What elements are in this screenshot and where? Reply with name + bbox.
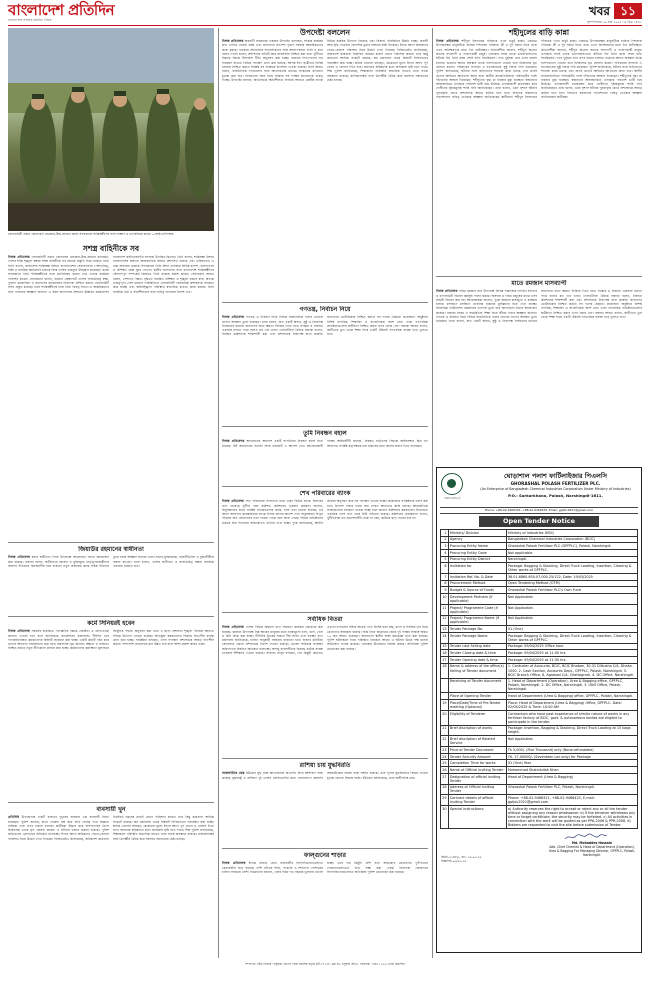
signer-name: Md. Mohaddes Hossain bbox=[571, 841, 613, 846]
tender-row bbox=[441, 773, 638, 784]
row-value: Mohammad Shahidullah Khan bbox=[506, 767, 637, 774]
row-value: 01 (One) bbox=[506, 626, 637, 633]
tender-row bbox=[441, 643, 638, 650]
logo-tagline: বাংলাদেশের সর্বাধিক প্রচারিত দৈনিক bbox=[8, 18, 52, 22]
article-headline: শেখ পরিবারের ব্যাংক bbox=[299, 490, 351, 497]
article-tumi bbox=[222, 430, 428, 484]
tender-row bbox=[441, 573, 638, 580]
page-number: ১১ bbox=[614, 3, 642, 19]
row-value: Not Applicable. bbox=[506, 594, 637, 605]
tender-row bbox=[441, 736, 638, 747]
section-name: খবর bbox=[588, 4, 610, 18]
row-value: Narshingdi. bbox=[506, 556, 637, 563]
article-byline: নিজস্ব প্রতিবেদক bbox=[222, 315, 245, 320]
row-number: 23 bbox=[442, 747, 447, 752]
photo-illustration bbox=[8, 28, 214, 231]
logo-caption: জিপিএফপিএল bbox=[444, 497, 461, 500]
row-value: Place: Head of Department (Urea & Bagging) Office, GPFPLC. Date: 02/04/2025 & Time: 10:00 AM bbox=[506, 700, 637, 711]
row-label: Procuring Entity District bbox=[448, 556, 506, 563]
row-number: 5 bbox=[441, 556, 449, 563]
org-contact: Phone: +88-02-9466301, +88-02-9466425, Email: gpfplc2021@gmail.com bbox=[440, 507, 638, 514]
article-divider bbox=[222, 426, 428, 427]
article-text: গণতন্ত্র ও নির্বাচন নিয়ে বিভিন্ন রাজনৈতিক দলের নেতারা তাদের অবস্থান তুলে ধরেছেন। তারা বলেন, দ্রুত একটি অবাধ, সুষ্ঠু ও নিরপেক্ষ নির্বাচনের মাধ্যমে জনগণের হাতে ক্ষমতা ফিরিয়ে দিতে হবে। সংস্কার ও নির্বাচন একসঙ্গে চলতে পারে বলেও মত দেন তারা। গোলটেবিল বৈঠকে বক্তারা বলেন, নির্বাচন কমিশনকে শক্তিশালী করা এবং প্রশাসনকে নিরপেক্ষ রাখা জরুরি। জনগণের ভোটাধিকার নিশ্চিত করতে সব দলের ঐকমত্য প্রয়োজন। অনুষ্ঠানে বিশিষ্ট নাগরিক, শিক্ষাবিদ ও সাংবাদিকরা অংশ নেন। তারা গণতান্ত্রিক প্রতিষ্ঠানগুলোর স্বাধীনতা নিশ্চিত করার ওপর জোর দেন। বক্তারা আরও বলেন, অতীতের ভুল থেকে শিক্ষা নিয়ে একটি টেকসই গণতান্ত্রিক ব্যবস্থা গড়ে তুলতে হবে। bbox=[222, 315, 428, 337]
article-body bbox=[8, 255, 214, 294]
row-label: Agency bbox=[448, 536, 506, 543]
article-sarbik bbox=[222, 616, 428, 756]
article-headline: রাশিয়া চায় যুদ্ধবিরতি bbox=[299, 762, 351, 769]
row-label: Place of Opening Tender bbox=[448, 693, 506, 700]
row-number: 26 bbox=[442, 767, 447, 772]
tender-row bbox=[441, 678, 638, 693]
article-headline: সশস্ত্র বাহিনীকে সব bbox=[82, 244, 140, 253]
row-value: Package: Bagging & Stacking, Direct Truck Loading, Insertion, Clearing & Other works of GPFPLC. bbox=[506, 563, 637, 574]
org-address: P.O.: Sarkarkhana, Polash, Narshingdi-1611. bbox=[508, 493, 603, 498]
row-value: Package: Bagging & Stacking, Direct Truck Loading, Insertion, Clearing & Other works of GPFPLC. bbox=[506, 632, 637, 643]
row-value: Open Tendering Method (OTM) bbox=[506, 580, 637, 587]
row-number bbox=[441, 693, 449, 700]
article-text: মহান স্বাধীনতা দিবস উপলক্ষে আলোচনা সভার আয়োজন করা হয়েছে। বক্তারা বলেন, স্বাধীনতার ঘোষণা ও মুক্তিযুদ্ধে নেতৃত্বদানকারীদের অবদান ইতিহাসে চিরস্মরণীয় হয়ে থাকবে। নতুন প্রজন্মের কাছে সঠিক ইতিহাস তুলে ধরার আহ্বান জানান তারা। সভায় মুক্তিযোদ্ধা, রাজনীতিবিদ ও বুদ্ধিজীবীরা বক্তব্য রাখেন। তারা বলেন, দেশের স্বাধীনতা ও সার্বভৌমত্ব রক্ষায় সবাইকে ঐক্যবদ্ধ থাকতে হবে। bbox=[8, 555, 214, 568]
tender-row bbox=[441, 626, 638, 633]
article-headline: তুমি নিবন্ধন বহাল bbox=[303, 430, 347, 437]
notice-reference bbox=[441, 855, 482, 863]
row-label: Tender Package No. bbox=[448, 626, 506, 633]
article-byline: নিজস্ব প্রতিবেদক bbox=[8, 629, 30, 634]
article-text: শহীদুল ইসলামের পরিবারে এখন শুধুই কান্না। একমাত্র উপার্জনক্ষম মানুষটিকে হারিয়ে দিশাহারা পরিবার। স্ত্রী ও দুই সন্তান নিয়ে তারা এখন অনিশ্চয়তার মধ্যে দিন কাটাচ্ছেন। প্রতিবেশীরা জানান, শহীদুল ছিলেন অত্যন্ত সদালাপী ও পরোপকারী মানুষ। এলাকার সবাই তাকে ভালোবাসতেন। ঘটনার দিন তিনি কাজ শেষে বাড়ি ফিরছিলেন। পথে দুর্বৃত্তরা তার ওপর হামলা চালায়। গুরুতর আহত অবস্থায় তাকে হাসপাতালে নেওয়া হলে চিকিৎসক মৃত ঘোষণা করেন। পরিবারের সদস্যরা এ হত্যাকাণ্ডের সুষ্ঠু বিচার দাবি করেছেন। পুলিশ জানিয়েছে, ঘটনার সঙ্গে জড়িতদের শনাক্তে কাজ চলছে এবং দ্রুতই তাদের আইনের আওতায় আনা হবে। স্থানীয় জনপ্রতিনিধিরা পরিবারটির পাশে দাঁড়ানোর আশ্বাস দিয়েছেন। শহীদুলের বৃদ্ধা মা বারবার মূর্ছা যাচ্ছেন। স্বজনদের আহাজারিতে এলাকার পরিবেশ ভারী হয়ে উঠেছে। এলাকাবাসী মানববন্ধন করে দোষীদের দৃষ্টান্তমূলক শাস্তি দাবি জানিয়েছেন। তারা বলেন, এমন নৃশংস ঘটনার পুনরাবৃত্তি রোধে প্রশাসনকে আরও কঠোর হতে হবে। নিহতের সন্তানদের পড়াশোনার দায়িত্ব নেওয়ার আহ্বান জানিয়েছেন স্থানীয়রা। bbox=[514, 39, 642, 100]
article-text: সেনাবাহিনী প্রধান জেনারেল ওয়াকার-উজ-জামান বলেছেন, দেশের শান্তি শৃঙ্খলা রক্ষায় সশস্ত্র বাহিনীকে সব ধরনের প্রস্তুতি নিয়ে থাকতে হবে। তিনি বলেন, জাতিসংঘ শান্তিরক্ষা মিশনে বাংলাদেশের সেনাসদস্যরা পেশাদারিত্ব, নিষ্ঠা ও মানবিক আচরণের মাধ্যমে বিশ্বে দেশের ভাবমূর্তি উজ্জ্বল করেছেন। কঙ্গো সফরকালে তিনি শান্তিরক্ষীদের সঙ্গে মতবিনিময় করেন এবং তাদের কার্যক্রম পরিদর্শন করেন। সেনাপ্রধান বলেন, বর্তমান প্রেক্ষাপটে দেশের সার্বভৌমত্ব রক্ষা, দুর্যোগ মোকাবিলা ও জনগণের জানমালের নিরাপত্তা নিশ্চিত করতে সেনাবাহিনী সর্বদা প্রস্তুত রয়েছে। তিনি শান্তিরক্ষীদের নিজ নিজ দায়িত্ব সততা ও আন্তরিকতার সঙ্গে পালনের আহ্বান জানান। এ সময় জাতিসংঘ মিশনের ঊর্ধ্বতন কর্মকর্তাসহ বাংলাদেশ কন্টিনজেন্টের সদস্যরা উপস্থিত ছিলেন। তিনি বলেন, শান্তিরক্ষা মিশনে বাংলাদেশের অবদান আন্তর্জাতিক অঙ্গনে প্রশংসিত হয়েছে এবং ভবিষ্যতেও এ ধারা অব্যাহত থাকবে। সফরকালে তিনি মিশন এলাকার বিভিন্ন ক্যাম্প, হাসপাতাল ও প্রশিক্ষণ কেন্দ্র ঘুরে দেখেন। স্থানীয় জনগণের সঙ্গে বাংলাদেশি শান্তিরক্ষীদের সৌহার্দ্যপূর্ণ সম্পর্কের বিষয়েও তিনি সন্তোষ প্রকাশ করেন। সেনাপ্রধান আরও বলেন, পেশাগত দক্ষতা বৃদ্ধিতে নিয়মিত প্রশিক্ষণ ও শৃঙ্খলা বজায় রাখা অত্যন্ত গুরুত্বপূর্ণ। দেশে চলমান পরিস্থিতিতে সেনাবাহিনী বেসামরিক প্রশাসনকে সহায়তা করে যাচ্ছে এবং আইনশৃঙ্খলা পরিস্থিতি স্বাভাবিক রাখতে কাজ করছে। তিনি সবাইকে ধৈর্য ও সহনশীলতার সঙ্গে দায়িত্ব পালনের নির্দেশ দেন। bbox=[8, 255, 214, 294]
row-value: Package: Insertion, Bagging & Stacking, Direct Truck Loading at 15 bags height. bbox=[506, 725, 637, 736]
row-number: 9 bbox=[441, 587, 449, 594]
article-body bbox=[222, 771, 428, 780]
article-text: অন্তর্বর্তী সরকারের একজন উপদেষ্টা বলেছেন, সংস্কার কার্যক্রম দ্রুত এগিয়ে নেওয়া হচ্ছে এবং জনগণের প্রত্যাশা পূরণে সরকার আন্তরিকভাবে কাজ করছে। গতকাল সচিবালয়ে সাংবাদিকদের সঙ্গে আলাপকালে তিনি এ কথা বলেন। তিনি বলেন, প্রশাসনের প্রতিটি স্তরে জবাবদিহি নিশ্চিত করা হবে। দুর্নীতির বিরুদ্ধে জিরো টলারেন্স নীতি অনুসরণ করা হচ্ছে। বাজারে নিত্যপণ্যের দাম নিয়ন্ত্রণে রাখতে বিভিন্ন পদক্ষেপ গ্রহণ করা হয়েছে। আসন্ন ঈদে যাত্রীদের নির্বিঘ্ন চলাচল নিশ্চিত করতে সংশ্লিষ্ট সব সংস্থাকে নির্দেশনা দেওয়া হয়েছে। তিনি আরও বলেন, রাজনৈতিক দলগুলোর সঙ্গে আলোচনার মাধ্যমে সংস্কারের রূপরেখা চূড়ান্ত করা হবে। নির্বাচনের সময় নিয়ে সরকার সব পক্ষের মতামতকে গুরুত্ব দিচ্ছে। উপদেষ্টা জানান, অর্থনৈতিক স্থিতিশীলতা ফিরিয়ে আনতে কেন্দ্রীয় ব্যাংক বিভিন্ন কার্যকর উদ্যোগ নিয়েছে এবং রিজার্ভ পরিস্থিতির উন্নতি হচ্ছে। প্রবাসী আয় বৃদ্ধি পাওয়ায় বৈদেশিক মুদ্রার বাজারে স্বস্তি ফিরেছে। bbox=[222, 39, 428, 82]
article-headline: কর্মে সিনিয়রই হবেন bbox=[87, 620, 135, 627]
row-number: 21 bbox=[441, 725, 449, 736]
row-number: 3 bbox=[441, 543, 449, 550]
article-headline: শহীদুলের বাড়ি কান্না bbox=[508, 28, 570, 37]
article-byline: আন্তর্জাতিক ডেস্ক bbox=[222, 771, 245, 776]
article-divider bbox=[222, 758, 428, 759]
row-label: Completion Time for works bbox=[448, 760, 506, 767]
row-value: Package: 09/04/2025 at 11:00 hrs. bbox=[506, 650, 637, 657]
article-divider bbox=[8, 542, 214, 543]
row-value: Package: 09/04/2025 at 11:30 hrs. bbox=[506, 657, 637, 664]
article-byline: নিজস্ব প্রতিবেদক bbox=[222, 439, 245, 444]
row-value: Package: 09/04/2025 Office hour. bbox=[506, 643, 637, 650]
tender-row bbox=[441, 543, 638, 550]
row-value: Not Applicable. bbox=[506, 736, 637, 747]
row-value: 36.01.6860.650.07.000.25/122, Date: 19/03/2025 bbox=[506, 573, 637, 580]
article-text: ঈদকে সামনে রেখে রাজধানীর বিপণিবিতানগুলোতে কেনাকাটার ভিড় বাড়ছে। দেশি তাঁতের শাড়ি, পাঞ্জাবি ও শিশুদের পোশাকের চাহিদা সবচেয়ে বেশি। বিক্রেতারা জানান, এবার বিক্রি গত বছরের তুলনায় ভালো হচ্ছে। তবে দাম কিছুটা বেশি বলে অভিযোগ ক্রেতাদের। ফুটপাতের দোকানগুলোতেও ভিড় লক্ষ্য করা গেছে। নিরাপত্তা জোরদারে বিপণিবিতানগুলোতে অতিরিক্ত পুলিশ মোতায়েন করা হয়েছে। bbox=[222, 861, 428, 874]
row-label: Invitation for bbox=[448, 563, 506, 574]
tender-row bbox=[441, 657, 638, 664]
row-number: 18 bbox=[441, 663, 449, 678]
row-label: Development Partners (if applicable) bbox=[448, 594, 506, 605]
article-karmo bbox=[8, 620, 214, 800]
article-body bbox=[222, 439, 428, 448]
article-byline: প্রতিনিধি bbox=[8, 815, 20, 820]
row-label: Address of Official Inviting Tender bbox=[448, 784, 506, 795]
row-value: a) Authority reserves the right to accept or reject any or all the tender without assigning any reason whatsoever. b) If the tenderer withdraws any time or forget certificate, the security may be forfeited. c) All activities in connection with the work will be guided as per PPA-2006 & PPR-2008. d) Bidders are requested to visit the site before submission of Tender. bbox=[506, 806, 637, 829]
row-number: 17 bbox=[442, 657, 447, 662]
article-rashmi bbox=[222, 762, 428, 846]
row-label: Brief discription of works bbox=[448, 725, 506, 736]
row-label: Procuring Entity Name bbox=[448, 543, 506, 550]
row-label: Budget & Source of Funds bbox=[448, 587, 506, 594]
article-byline: নিজস্ব প্রতিবেদক bbox=[222, 861, 246, 866]
row-value: Not applicable. bbox=[506, 549, 637, 556]
article-body bbox=[222, 625, 428, 655]
row-number: 8 bbox=[441, 580, 449, 587]
masthead-rule bbox=[8, 25, 642, 26]
row-value: Head of Department (Urea & Bagging) office, GPFPLC, Polash, Narshingdi. bbox=[506, 693, 637, 700]
article-body bbox=[8, 629, 214, 651]
article-body bbox=[436, 289, 642, 324]
article-text: গণতন্ত্র ও নির্বাচন নিয়ে বিভিন্ন রাজনৈতিক দলের নেতারা তাদের অবস্থান তুলে ধরেছেন। তারা বলেন, দ্রুত একটি অবাধ, সুষ্ঠু ও নিরপেক্ষ নির্বাচনের মাধ্যমে জনগণের হাতে ক্ষমতা ফিরিয়ে দিতে হবে। সংস্কার ও নির্বাচন একসঙ্গে চলতে পারে বলেও মত দেন তারা। গোলটেবিল বৈঠকে বক্তারা বলেন, নির্বাচন কমিশনকে শক্তিশালী করা এবং প্রশাসনকে নিরপেক্ষ রাখা জরুরি। জনগণের ভোটাধিকার নিশ্চিত করতে সব দলের ঐকমত্য প্রয়োজন। অনুষ্ঠানে বিশিষ্ট নাগরিক, শিক্ষাবিদ ও সাংবাদিকরা অংশ নেন। তারা গণতান্ত্রিক প্রতিষ্ঠানগুলোর স্বাধীনতা নিশ্চিত করার ওপর জোর দেন। বক্তারা আরও বলেন, অতীতের ভুল থেকে শিক্ষা নিয়ে একটি টেকসই গণতান্ত্রিক ব্যবস্থা গড়ে তুলতে হবে। bbox=[436, 289, 642, 324]
tender-row bbox=[441, 556, 638, 563]
signer-title: Add. Chief Chemist & Head of Department (Operation), Urea & Bagging For Managing Director, GPFPLC, Polash, Narshingdi. bbox=[548, 844, 636, 857]
tender-row bbox=[441, 784, 638, 795]
row-label: Designation of official inviting Tender bbox=[448, 773, 506, 784]
row-number: 20 bbox=[441, 710, 449, 725]
row-number: 10 bbox=[441, 594, 449, 605]
row-value: Phone: +88-02-9466321, +88-02-9466425, E-mail: gpfplc2021@gmail.com bbox=[506, 795, 637, 806]
tender-row bbox=[441, 747, 638, 754]
signature-icon bbox=[563, 833, 608, 841]
ad-reference: বিজ্ঞাপন-০৩/০৩-২৫ bbox=[441, 859, 467, 864]
row-number: 13 bbox=[442, 627, 447, 632]
row-label: Special Instructions: bbox=[448, 806, 506, 829]
article-headline: জিয়াউর রহমানের স্বাধীনতা bbox=[78, 546, 144, 553]
row-number: 7 bbox=[441, 573, 449, 580]
row-number: 30 bbox=[441, 806, 449, 829]
row-value: Tk 5,000/- (Five Thousand) only (None-refundable) bbox=[506, 747, 637, 754]
signature-block bbox=[440, 833, 638, 873]
tender-row bbox=[441, 536, 638, 543]
row-value: 01 (One) Year bbox=[506, 760, 637, 767]
article-byline: নিজস্ব প্রতিবেদক bbox=[222, 499, 244, 504]
row-label: Ministry/ Division bbox=[448, 529, 506, 536]
org-affiliation: (An Enterprise of Bangladesh Chemical Industries Corporation Under Ministry of Industries) bbox=[480, 487, 631, 492]
row-number: 15 bbox=[442, 644, 447, 649]
article-upadeshta bbox=[222, 28, 428, 300]
tender-row bbox=[441, 632, 638, 643]
article-text: জমি নিয়ে বিরোধের জেরে দুই পক্ষের সংঘর্ষে অন্তত ১০ জন আহত হয়েছেন। আহতদের স্থানীয় স্বাস্থ্য কমপ্লেক্সে ভর্তি করা হয়েছে। পুলিশ ঘটনাস্থলে গিয়ে পরিস্থিতি নিয়ন্ত্রণে আনে। এ ঘটনায় উভয় পক্ষ থানায় অভিযোগ দায়ের করেছে। এলাকায় উত্তেজনা বিরাজ করছে। অতিরিক্ত পুলিশ মোতায়েন করা হয়েছে। bbox=[327, 629, 428, 651]
article-falgun bbox=[222, 852, 428, 956]
row-value: Not Applicable. bbox=[506, 615, 637, 626]
row-number: 12 bbox=[441, 615, 449, 626]
row-value: TK. 17,00000/- (Seventeen Lac only) for Package bbox=[506, 753, 637, 760]
article-text: সরকারি চাকরিতে পদোন্নতির ক্ষেত্রে জ্যেষ্ঠতা ও যোগ্যতাকে প্রাধান্য দেওয়া হবে বলে জানিয়েছে জনপ্রশাসন মন্ত্রণালয়। দীর্ঘদিন ধরে পদোন্নতিবঞ্চিত কর্মকর্তাদের বিষয়টি বিবেচনা করা হচ্ছে। একটি কমিটি গঠন করে তাদের আবেদন পর্যালোচনা করা হবে। মন্ত্রণালয় সূত্র জানায়, স্বচ্ছতা ও ন্যায্যতা নিশ্চিত করতে নতুন নীতিমালা প্রণয়ন করা হচ্ছে। কর্মকর্তাদের কর্মদক্ষতা মূল্যায়নে আধুনিক পদ্ধতি অনুসরণ করা হবে। এ ছাড়া প্রশাসনে শৃঙ্খলা ফিরিয়ে আনতে বিভিন্ন উদ্যোগ নেওয়া হয়েছে। অভিযুক্ত কর্মকর্তাদের বিরুদ্ধে বিভাগীয় ব্যবস্থা গ্রহণ করা হচ্ছে। সংশ্লিষ্টরা বলছেন, এসব পদক্ষেপ প্রশাসনকে আরও গতিশীল করবে। পাশাপাশি জনসেবার মান উন্নত হবে বলে আশা প্রকাশ করেন তারা। bbox=[8, 629, 214, 651]
signer bbox=[548, 842, 636, 857]
tender-table bbox=[440, 529, 638, 829]
tender-row bbox=[441, 700, 638, 711]
row-label: Project/ Programme Name (if applicable) bbox=[448, 615, 506, 626]
article-body bbox=[8, 555, 214, 568]
article-body bbox=[8, 815, 214, 841]
row-number: 19 bbox=[441, 700, 449, 711]
article-army bbox=[8, 244, 214, 540]
tender-row bbox=[441, 795, 638, 806]
page-footer: সম্পাদক: নঈম নিজাম ৷ বসুন্ধরা গ্রুপের পক্ষে প্রকাশক কর্তৃক প্লট-৩৭১/এ, ব্লক-ডি, বসুন্ধরা আ/এ, বারিধারা, ঢাকা-১২২৯ থেকে প্রকাশিত bbox=[245, 962, 405, 966]
article-byline: নিজস্ব প্রতিবেদক bbox=[436, 289, 458, 294]
article-byline: নিজস্ব প্রতিবেদক bbox=[222, 625, 244, 630]
row-number: 4 bbox=[441, 549, 449, 556]
row-number: 29 bbox=[441, 795, 449, 806]
article-ramjan bbox=[436, 280, 642, 462]
row-label: Tender Opening date & time bbox=[448, 657, 506, 664]
row-number: 25 bbox=[442, 761, 447, 766]
news-photo bbox=[8, 28, 214, 231]
tender-notice bbox=[436, 467, 642, 953]
article-byline: নিজস্ব প্রতিবেদক bbox=[8, 255, 30, 259]
photo-caption: সেনাবাহিনী প্রধান জেনারেল ওয়াকার-উজ-জামান কঙ্গো সফরকালে শান্তিরক্ষীদের সঙ্গে সাক্ষাৎ ও মতবিনিময় করেন —আইএসপিআর bbox=[8, 232, 174, 236]
tender-row bbox=[441, 693, 638, 700]
article-body bbox=[222, 315, 428, 337]
article-text: আদালতের আদেশে একটি সংগঠনের নিবন্ধন বহাল রাখা হয়েছে। রিট আবেদনের শুনানি শেষে হাইকোর্ট এ আদেশ দেন। আবেদনকারী পক্ষের আইনজীবী জানান, নিবন্ধন বাতিলের সিদ্ধান্ত আইনসম্মত ছিল না। আদালত সংশ্লিষ্ট কর্তৃপক্ষকে চার সপ্তাহের মধ্যে রুলের জবাব দিতে বলেছেন। bbox=[222, 439, 428, 448]
row-number: 16 bbox=[442, 651, 447, 656]
article-text: শেখ পরিবারের সদস্যদের নামে থাকা বিভিন্ন ব্যাংক হিসাবের তথ্য চেয়েছে দুর্নীতি দমন কমিশন। কমিশনের একজন কর্মকর্তা জানান, অনুসন্ধানের স্বার্থে সংশ্লিষ্ট ব্যাংকগুলোর কাছে এসব তথ্য চাওয়া হয়েছে। এর আগে আদালত কয়েকজনের ব্যাংক হিসাব জব্দের আদেশ দেন। অনুসন্ধানে বিপুল পরিমাণ অর্থ লেনদেনের তথ্য পাওয়া গেছে বলে জানা গেছে। বিভিন্ন প্রতিষ্ঠানের মাধ্যমে অর্থ পাচারের অভিযোগও খতিয়ে দেখা হচ্ছে। দুদক জানিয়েছে, আইনি প্রক্রিয়া অনুসরণ করে সব পদক্ষেপ নেওয়া হচ্ছে। প্রয়োজনে সংশ্লিষ্টদের তলব করা হবে। বিদেশে পাচার হওয়া অর্থ ফেরত আনতেও কাজ চলছে। আন্তর্জাতিক সংস্থাগুলোর সহায়তা নেওয়া হচ্ছে বলে জানান কমিশনের কর্মকর্তারা। ইতোমধ্যে একাধিক দেশে তথ্য চেয়ে চিঠি পাঠানো হয়েছে। কমিশনের চেয়ারম্যান বলেন, দুর্নীতিবাজ যত প্রভাবশালীই হোক না কেন, কাউকে ছাড় দেওয়া হবে না। bbox=[222, 499, 428, 525]
row-number: 28 bbox=[441, 784, 449, 795]
column-divider bbox=[218, 28, 219, 958]
row-label: Procuring Entity Code bbox=[448, 549, 506, 556]
article-upazila bbox=[8, 806, 214, 956]
row-label: Price of Tender Document bbox=[448, 747, 506, 754]
article-body bbox=[436, 39, 642, 99]
article-text: পবিত্র রমজান মাস উপলক্ষে বিভিন্ন সামাজিক সংগঠন ইফতার ও খাদ্যসামগ্রী বিতরণ কর্মসূচি পালন করছে। অসহায় ও দরিদ্র মানুষের মাঝে এসব সামগ্রী বিতরণ করা হয়। আয়োজকরা জানান, পুরো রমজান মাসজুড়ে এ কার্যক্রম চলবে। মসজিদে মসজিদে তারাবির নামাজে মুসল্লিদের ভিড় দেখা যাচ্ছে। ইসলামিক ফাউন্ডেশন রমজানের তাৎপর্য তুলে ধরে আলোচনা সভার আয়োজন করেছে। বক্তারা সংযম ও সহমর্মিতার শিক্ষা নিয়ে জীবন গড়ার আহ্বান জানান। bbox=[436, 289, 537, 315]
org-name-bangla: ঘোড়াশাল পলাশ ফার্টিলাইজার পিএলসি bbox=[503, 472, 608, 480]
row-number: 11 bbox=[441, 604, 449, 615]
row-value: Ghorashal Polash Fertilizer PLC, Polash, Narshingdi. bbox=[506, 784, 637, 795]
article-divider bbox=[222, 302, 428, 303]
row-value: 1. Head of Department (Operation), Urea & Bagging office, GPFPLC, Polash, Narshingdi. 2. DC Office, Narshingdi. 3. UNO Office, Polash, Narshingdi. bbox=[506, 678, 637, 693]
article-text: দেশের বিভিন্ন অঞ্চলে খাদ্য সহায়তা কার্যক্রম জোরদার করা হয়েছে। রমজান উপলক্ষে নিম্ন আয়ের মানুষের মধ্যে ন্যায্যমূল্যে চাল, ডাল, তেল ও চিনি বিক্রি করা হচ্ছে। টিসিবির ট্রাকের সামনে দীর্ঘ লাইন দেখা যাচ্ছে। খাদ্য মন্ত্রণালয় জানিয়েছে, চাহিদা অনুযায়ী সরবরাহ বাড়ানো হবে। বাজার মনিটরিং জোরদারে জেলা প্রশাসনকে নির্দেশ দেওয়া হয়েছে। ভোক্তা অধিকার সংরক্ষণ অধিদফতর নিয়মিত অভিযান চালাচ্ছে। অসাধু ব্যবসায়ীদের বিরুদ্ধে কঠোর ব্যবস্থা নেওয়ার হুঁশিয়ারি দেওয়া হয়েছে। সাধারণ মানুষ বলছেন, দাম কিছুটা কমলেও এখনো নাগালের বাইরে অনেক পণ্য। বিশেষ করে মাছ, মাংস ও সবজির দাম নিয়ে ক্রেতাদের অসন্তোষ রয়েছে। bbox=[222, 625, 428, 656]
article-shaheed bbox=[436, 28, 642, 274]
org-name-en: GHORASHAL POLASH FERTILIZER PLC. bbox=[510, 481, 601, 486]
tender-row bbox=[441, 663, 638, 678]
row-value: Ghorashal Polash Fertilizer PLC (GPFPLC), Polash, Narshingdi. bbox=[506, 543, 637, 550]
row-value: Contractors who have past experience of similar nature of works in any fertilizer factory of BCIC, govt. & autonomous bodies are eligible to participate in the tender. bbox=[506, 710, 637, 725]
article-divider bbox=[222, 612, 428, 613]
article-text: ইউক্রেন যুদ্ধ বন্ধে আলোচনার অগ্রগতি নিয়ে আশাবাদ ব্যক্ত করেছে যুক্তরাষ্ট্র ও রাশিয়া। দুই দেশের প্রেসিডেন্টের মধ্যে ফোনালাপে জ্বালানি অবকাঠামোয় হামলা বন্ধে সম্মতি হয়েছে। তবে পূর্ণাঙ্গ যুদ্ধবিরতির বিষয়ে এখনো চূড়ান্ত কোনো সিদ্ধান্ত হয়নি। ইউক্রেন জানিয়েছে, তারা স্থায়ী শান্তি চায়। bbox=[222, 771, 428, 780]
row-number: 24 bbox=[442, 754, 447, 759]
row-number: 22 bbox=[441, 736, 449, 747]
notice-header bbox=[440, 472, 638, 506]
row-value: 1. Controller of Accounts, BCIC, BCIC Bhaban, 30-31 Dilkusha C/A, Dhaka-1000. 2. Cash Section, Accounts Dept., GPFPLC, Polash, Narshingdi. 3. BCIC Branch Office, 6, Agrabad C/A, Chattogram. 4. DC Office, Narshingdi. bbox=[506, 663, 637, 678]
row-label: Eligibility of Tenderer bbox=[448, 710, 506, 725]
masthead bbox=[8, 3, 642, 25]
row-value: Head of Department (Urea & Bagging) bbox=[506, 773, 637, 784]
row-number: 14 bbox=[441, 632, 449, 643]
tender-row bbox=[441, 587, 638, 594]
tender-row bbox=[441, 710, 638, 725]
row-label: Contract details of official Inviting Tender bbox=[448, 795, 506, 806]
article-text: উপজেলার একটি বাজারে দুর্বৃত্তের হামলায় এক ব্যবসায়ী নিহত হয়েছেন। পুলিশ জানায়, রাতে দোকান বন্ধ করে বাড়ি ফেরার পথে অজ্ঞাত ব্যক্তিরা তার ওপর হামলা চালায়। স্থানীয়রা উদ্ধার করে হাসপাতালে নিলে চিকিৎসক তাকে মৃত ঘোষণা করেন। এ ঘটনায় থানায় মামলা হয়েছে। পুলিশ জড়িতদের গ্রেফতারে অভিযান চালাচ্ছে। bbox=[8, 815, 110, 837]
tender-row bbox=[441, 650, 638, 657]
row-label: Tender Closing date & time bbox=[448, 650, 506, 657]
article-jia bbox=[8, 546, 214, 614]
article-text: শহীদুল ইসলামের পরিবারে এখন শুধুই কান্না। একমাত্র উপার্জনক্ষম মানুষটিকে হারিয়ে দিশাহারা পরিবার। স্ত্রী ও দুই সন্তান নিয়ে তারা এখন অনিশ্চয়তার মধ্যে দিন কাটাচ্ছেন। প্রতিবেশীরা জানান, শহীদুল ছিলেন অত্যন্ত সদালাপী ও পরোপকারী মানুষ। এলাকার সবাই তাকে ভালোবাসতেন। ঘটনার দিন তিনি কাজ শেষে বাড়ি ফিরছিলেন। পথে দুর্বৃত্তরা তার ওপর হামলা চালায়। গুরুতর আহত অবস্থায় তাকে হাসপাতালে নেওয়া হলে চিকিৎসক মৃত ঘোষণা করেন। পরিবারের সদস্যরা এ হত্যাকাণ্ডের সুষ্ঠু বিচার দাবি করেছেন। পুলিশ জানিয়েছে, ঘটনার সঙ্গে জড়িতদের শনাক্তে কাজ চলছে এবং দ্রুতই তাদের আইনের আওতায় আনা হবে। স্থানীয় জনপ্রতিনিধিরা পরিবারটির পাশে দাঁড়ানোর আশ্বাস দিয়েছেন। শহীদুলের বৃদ্ধা মা বারবার মূর্ছা যাচ্ছেন। স্বজনদের আহাজারিতে এলাকার পরিবেশ ভারী হয়ে উঠেছে। এলাকাবাসী মানববন্ধন করে দোষীদের দৃষ্টান্তমূলক শাস্তি দাবি জানিয়েছেন। তারা বলেন, এমন নৃশংস ঘটনার পুনরাবৃত্তি রোধে প্রশাসনকে আরও কঠোর হতে হবে। নিহতের সন্তানদের পড়াশোনার দায়িত্ব নেওয়ার আহ্বান জানিয়েছেন স্থানীয়রা। bbox=[436, 39, 537, 100]
tender-row bbox=[441, 549, 638, 556]
gpfplc-logo-icon bbox=[441, 473, 463, 495]
article-shesh bbox=[222, 490, 428, 610]
article-headline: গণতন্ত্র, নির্বাচন নিয়ে bbox=[299, 306, 351, 313]
tender-row bbox=[441, 529, 638, 536]
article-body bbox=[222, 499, 428, 525]
row-label: Name of Official Inviting Tender bbox=[448, 767, 506, 774]
row-label: Procurement Method bbox=[448, 580, 506, 587]
row-value: Ghorashal Polash Fertilizer PLC's Own Fund bbox=[506, 587, 637, 594]
article-text: ঈদের আগে শ্রমিকদের বেতন-বোনাস পরিশোধ নিয়ে উদ্বেগ দেখা দিয়েছে। বিজিএমইএ জানিয়েছে, অধিকাংশ কারখানা নির্ধারিত সময়ের মধ্যেই বেতন পরিশোধ করবে। তবে কিছু কারখানা আর্থিক সংকটে রয়েছে। শ্রম মন্ত্রণালয় থেকে বিষয়টি নিবিড়ভাবে পর্যবেক্ষণ করা হচ্ছে। শ্রমিক নেতারা বলছেন, যেকোনো মূল্যে ঈদের আগে পূর্ণ বেতন ও বোনাস দিতে হবে। অন্যথায় শ্রমিকদের মধ্যে অসন্তোষ সৃষ্টি হতে পারে। শিল্প পুলিশ জানিয়েছে, শিল্পাঞ্চলে পরিস্থিতি স্বাভাবিক রাখতে তারা সতর্ক অবস্থানে রয়েছে। মালিকপক্ষের সঙ্গে ত্রিপক্ষীয় বৈঠক করে সমস্যার সমাধানের চেষ্টা চলছে। bbox=[327, 43, 428, 82]
article-headline: সর্বাধিক বিতরা bbox=[307, 616, 343, 623]
article-headline: ফাল্গুনের শাড়ার bbox=[304, 852, 346, 859]
article-gonotontro bbox=[222, 306, 428, 424]
article-byline: নিজস্ব প্রতিবেদক bbox=[436, 39, 459, 43]
article-body bbox=[222, 39, 428, 82]
row-value: Ministry of Industries (MOI) bbox=[506, 529, 637, 536]
row-value: Bangladesh Chemical Industries Corporation (BCIC) bbox=[506, 536, 637, 543]
article-text: ঈদের আগে শ্রমিকদের বেতন-বোনাস পরিশোধ নিয়ে উদ্বেগ দেখা দিয়েছে। বিজিএমইএ জানিয়েছে, অধিকাংশ কারখানা নির্ধারিত সময়ের মধ্যেই বেতন পরিশোধ করবে। তবে কিছু কারখানা আর্থিক সংকটে রয়েছে। শ্রম মন্ত্রণালয় থেকে বিষয়টি নিবিড়ভাবে পর্যবেক্ষণ করা হচ্ছে। শ্রমিক নেতারা বলছেন, যেকোনো মূল্যে ঈদের আগে পূর্ণ বেতন ও বোনাস দিতে হবে। অন্যথায় শ্রমিকদের মধ্যে অসন্তোষ সৃষ্টি হতে পারে। শিল্প পুলিশ জানিয়েছে, শিল্পাঞ্চলে পরিস্থিতি স্বাভাবিক রাখতে তারা সতর্ক অবস্থানে রয়েছে। মালিকপক্ষের সঙ্গে ত্রিপক্ষীয় বৈঠক করে সমস্যার সমাধানের চেষ্টা চলছে। bbox=[8, 815, 214, 841]
row-number: 1 bbox=[441, 529, 449, 536]
row-label: Brief discription of Related Service bbox=[448, 736, 506, 747]
tender-row bbox=[441, 580, 638, 587]
row-label: Tender Package Name bbox=[448, 632, 506, 643]
tender-row bbox=[441, 725, 638, 736]
org-name-english bbox=[468, 481, 642, 492]
article-divider bbox=[8, 616, 214, 617]
row-value: Not Applicable. bbox=[506, 604, 637, 615]
notice-title: Open Tender Notice bbox=[479, 516, 599, 527]
row-number: 27 bbox=[441, 773, 449, 784]
row-label: Receiving of Tender document bbox=[448, 678, 506, 693]
article-headline: উপদেষ্টা বললেন bbox=[299, 28, 350, 37]
tender-row bbox=[441, 767, 638, 774]
tender-row bbox=[441, 806, 638, 829]
tender-row bbox=[441, 753, 638, 760]
article-byline: নিজস্ব প্রতিবেদক bbox=[8, 555, 31, 560]
tender-row bbox=[441, 604, 638, 615]
row-label: Tender Security Amount bbox=[448, 753, 506, 760]
article-divider bbox=[436, 276, 642, 277]
article-divider bbox=[222, 486, 428, 487]
article-headline: ব্যবসায়ী খুন bbox=[96, 806, 126, 813]
tender-row bbox=[441, 615, 638, 626]
logo-block bbox=[8, 3, 114, 22]
gd-reference: জিডি-২১৪৮৯, তাং- ১৯.০৩.২৫ bbox=[441, 855, 482, 860]
article-divider bbox=[8, 802, 214, 803]
tender-row bbox=[441, 594, 638, 605]
row-label: Place/Date/Time of Pre-Tender meeting (Optional) bbox=[448, 700, 506, 711]
row-label: Name & address of the office(s) Selling of Tender document bbox=[448, 663, 506, 678]
tender-row bbox=[441, 563, 638, 574]
newspaper-logo: বাংলাদেশ প্রতিদিন bbox=[8, 1, 115, 19]
row-number bbox=[441, 678, 449, 693]
article-body bbox=[222, 861, 428, 874]
row-label: Tender Last Selling date bbox=[448, 643, 506, 650]
row-label: Invitation Ref. No. & Date bbox=[448, 573, 506, 580]
tender-row bbox=[441, 760, 638, 767]
article-byline: নিজস্ব প্রতিবেদক bbox=[222, 39, 244, 43]
issue-date: বৃহস্পতিবার ২০ মার্চ ২০২৫ ৷ ৬ চৈত্র ১৪৩১ bbox=[586, 20, 642, 24]
row-label: Project/ Programme Code (if applicable) bbox=[448, 604, 506, 615]
row-number: 6 bbox=[441, 563, 449, 574]
row-number: 2 bbox=[441, 536, 449, 543]
column-divider bbox=[432, 28, 433, 958]
article-divider bbox=[222, 848, 428, 849]
article-headline: মাতে রমজান মাসব্যাপী bbox=[511, 280, 567, 287]
